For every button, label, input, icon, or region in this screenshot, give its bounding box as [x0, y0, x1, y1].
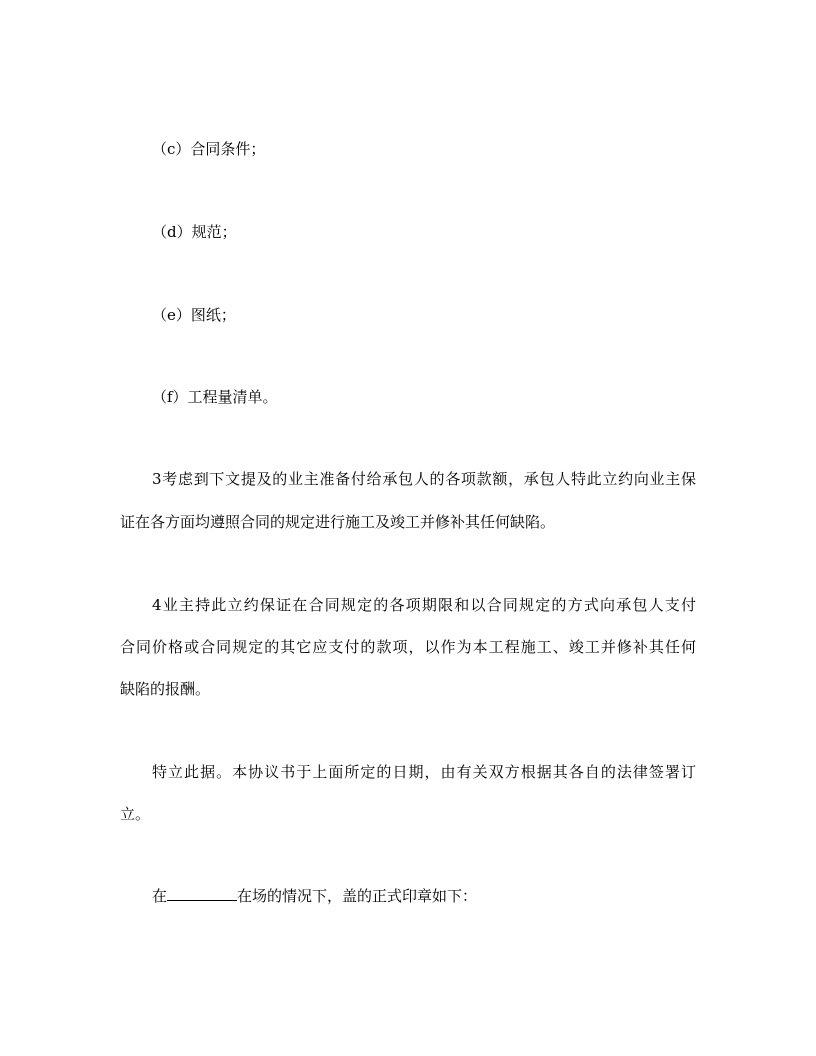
- witness-suffix: 在场的情况下，盖的正式印章如下：: [237, 887, 478, 905]
- paragraph-4-line-1: 4业主持此立约保证在合同规定的各项期限和以合同规定的方式向承包人支付: [152, 596, 696, 614]
- witness-blank-field[interactable]: [167, 886, 237, 901]
- paragraph-3-line-2: 证在各方面均遵照合同的规定进行施工及竣工并修补其任何缺陷。: [120, 513, 556, 531]
- paragraph-4-line-3: 缺陷的报酬。: [120, 680, 211, 698]
- paragraph-5-line-1: 特立此据。本协议书于上面所定的日期，由有关双方根据其各自的法律签署订: [152, 763, 696, 781]
- list-item-e: （e）图纸；: [152, 306, 236, 324]
- witness-prefix: 在: [152, 887, 168, 905]
- list-item-d: （d）规范；: [152, 223, 237, 241]
- witness-line: [152, 886, 477, 906]
- paragraph-3-line-1: 3考虑到下文提及的业主准备付给承包人的各项款额，承包人特此立约向业主保: [152, 470, 696, 488]
- paragraph-4-line-2: 合同价格或合同规定的其它应支付的款项，以作为本工程施工、竣工并修补其任何: [120, 638, 696, 656]
- paragraph-5-line-2: 立。: [120, 805, 151, 823]
- list-item-f: （f）工程量清单。: [152, 388, 278, 406]
- list-item-c: （c）合同条件；: [152, 140, 266, 158]
